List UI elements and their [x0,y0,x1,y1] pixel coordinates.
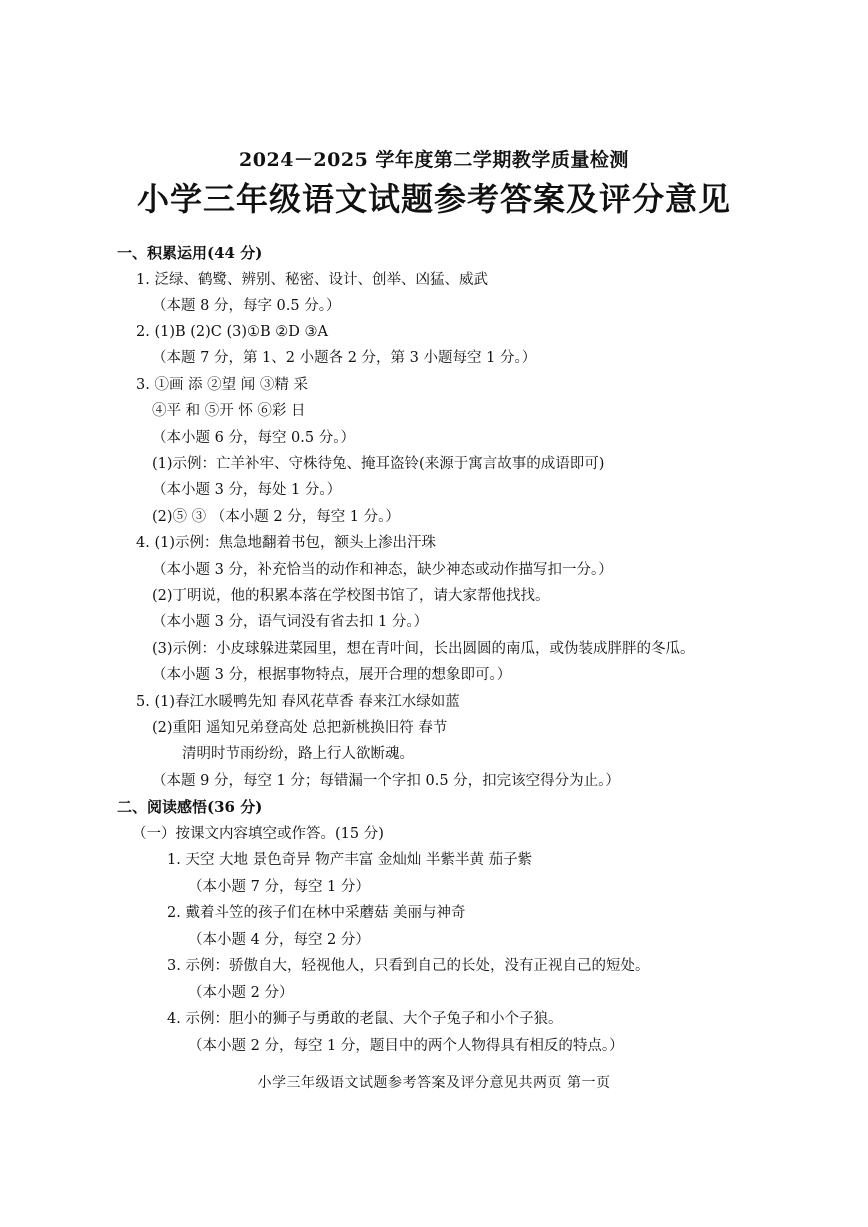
scoring-note: （本小题 2 分，每空 1 分，题目中的两个人物得具有相反的特点。） [188,1038,624,1054]
answer-line: (2)⑤ ③ （本小题 2 分，每空 1 分。） [152,509,400,525]
scoring-note: （本小题 3 分，语气词没有省去扣 1 分。） [152,614,429,630]
scoring-note: （本题 9 分，每空 1 分；每错漏一个字扣 0.5 分，扣完该空得分为止。） [152,773,620,789]
scoring-note: （本题 7 分，第 1、2 小题各 2 分，第 3 小题每空 1 分。） [152,350,537,366]
answer-line: 4. 示例：胆小的狮子与勇敢的老鼠、大个子兔子和小个子狼。 [167,1011,563,1027]
section-2-heading: 二、阅读感悟(36 分) [117,798,263,816]
scoring-note: （本小题 3 分，根据事物特点，展开合理的想象即可。） [152,667,512,683]
answer-line: (1)示例：亡羊补牢、守株待兔、掩耳盗铃(来源于寓言故事的成语即可) [152,456,605,472]
answer-line: (2)丁明说，他的积累本落在学校图书馆了，请大家帮他找找。 [152,588,550,604]
scoring-note: （本小题 3 分，每处 1 分。） [152,482,342,498]
scoring-note: （本小题 7 分，每空 1 分） [188,879,370,895]
answer-line: 1. 天空 大地 景色奇异 物产丰富 金灿灿 半紫半黄 茄子紫 [167,852,533,868]
scoring-note: （本小题 4 分，每空 2 分） [188,932,370,948]
page-footer: 小学三年级语文试题参考答案及评分意见共两页 第一页 [257,1075,611,1091]
answer-line: 5. (1)春江水暖鸭先知 春风花草香 春来江水绿如蓝 [136,694,460,710]
answer-line: ④平 和 ⑤开 怀 ⑥彩 日 [152,403,306,419]
answer-line: 2. 戴着斗笠的孩子们在林中采蘑菇 美丽与神奇 [167,905,466,921]
answer-line: 1. 泛绿、鹤鹭、辨别、秘密、设计、创举、凶猛、威武 [136,272,488,288]
answer-line: 4. (1)示例：焦急地翻着书包，额头上渗出汗珠 [136,535,436,551]
scoring-note: （本小题 3 分，补充恰当的动作和神态，缺少神态或动作描写扣一分。） [152,562,613,578]
scoring-note: （本小题 2 分） [188,985,294,1001]
section-1-heading: 一、积累运用(44 分) [117,244,263,262]
document-title: 小学三年级语文试题参考答案及评分意见 [136,180,731,218]
subsection-heading: （一）按课文内容填空或作答。(15 分) [132,826,384,842]
answer-line: 清明时节雨纷纷，路上行人欲断魂。 [182,746,414,762]
scoring-note: （本小题 6 分，每空 0.5 分。） [152,430,355,446]
answer-line: 3. ①画 添 ②望 闻 ③精 采 [136,377,308,393]
answer-line: (3)示例：小皮球躲进菜园里，想在青叶间，长出圆圆的南瓜，或伪装成胖胖的冬瓜。 [152,641,695,657]
answer-line: (2)重阳 遥知兄弟登高处 总把新桃换旧符 春节 [152,720,448,736]
answer-line: 3. 示例：骄傲自大，轻视他人，只看到自己的长处，没有正视自己的短处。 [167,958,650,974]
exam-header: 2024－2025 学年度第二学期教学质量检测 [239,149,629,171]
scoring-note: （本题 8 分，每字 0.5 分。） [152,298,341,314]
answer-line: 2. (1)B (2)C (3)①B ②D ③A [136,324,328,340]
